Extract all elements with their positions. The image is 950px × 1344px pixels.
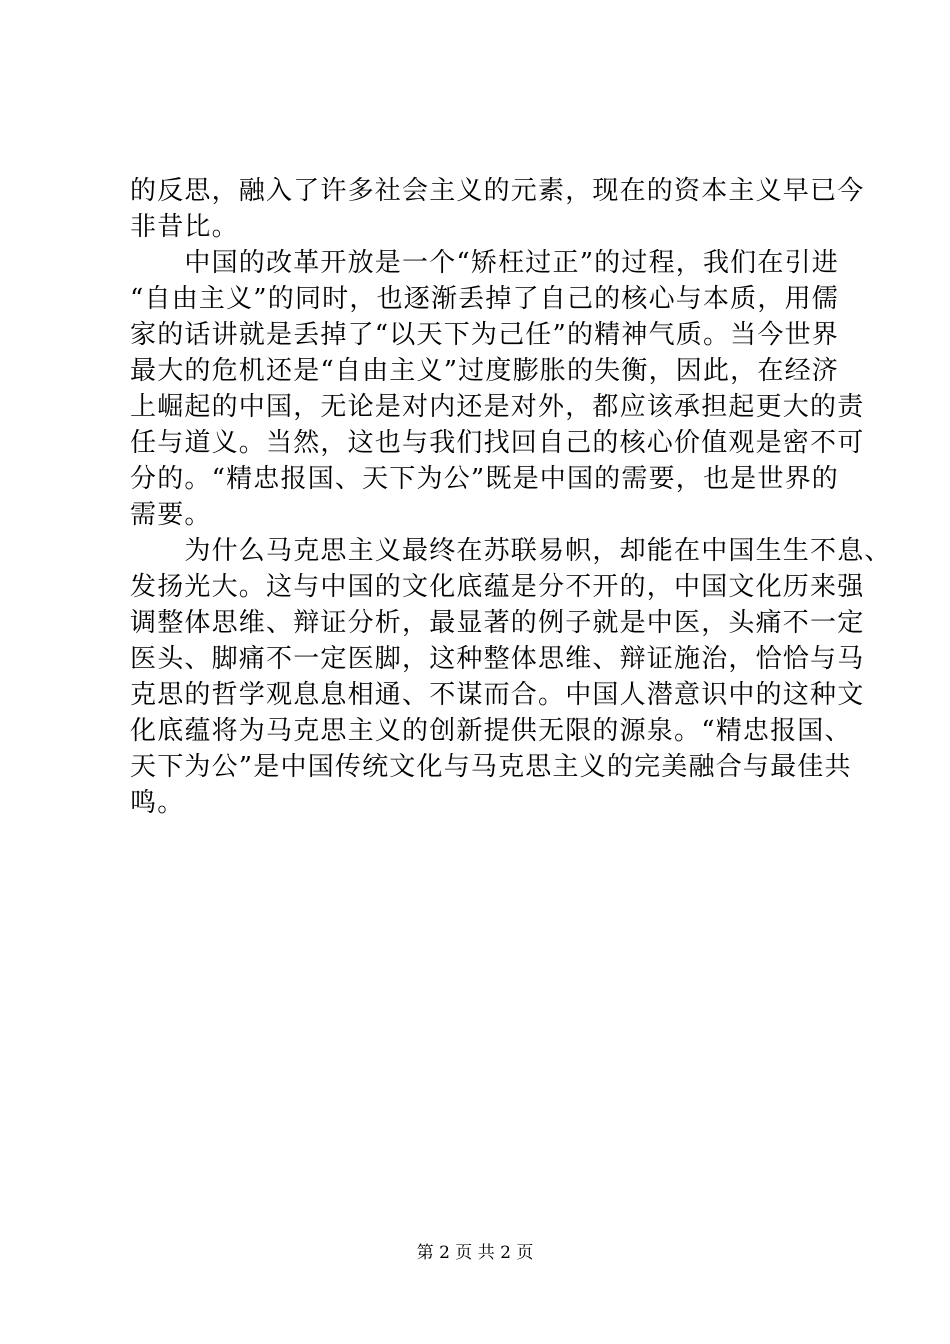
text-line: 分的。“精忠报国、天下为公”既是中国的需要，也是世界的 <box>130 464 839 494</box>
document-body <box>130 173 892 821</box>
text-line: 家的话讲就是丢掉了“以天下为己任”的精神气质。当今世界 <box>130 320 839 350</box>
text-line: 需要。 <box>130 500 212 530</box>
text-line: 医头、脚痛不一定医脚，这种整体思维、辩证施治，恰恰与马 <box>130 644 865 674</box>
text-line: “自由主义”的同时，也逐渐丢掉了自己的核心与本质，用儒 <box>130 284 839 314</box>
text-line: 上崛起的中国，无论是对内还是对外，都应该承担起更大的责 <box>130 392 865 422</box>
text-line: 为什么马克思主义最终在苏联易帜，却能在中国生生不息、 <box>130 536 892 566</box>
text-line: 最大的危机还是“自由主义”过度膨胀的失衡，因此，在经济 <box>130 356 839 386</box>
text-line: 化底蕴将为马克思主义的创新提供无限的源泉。“精忠报国、 <box>130 716 852 746</box>
text-line: 任与道义。当然，这也与我们找回自己的核心价值观是密不可 <box>130 428 865 458</box>
text-line: 鸣。 <box>130 788 185 818</box>
text-line: 中国的改革开放是一个“矫枉过正”的过程，我们在引进 <box>130 248 839 278</box>
text-line: 非昔比。 <box>130 212 239 242</box>
text-line: 克思的哲学观息息相通、不谋而合。中国人潜意识中的这种文 <box>130 680 865 710</box>
text-line: 天下为公”是中国传统文化与马克思主义的完美融合与最佳共 <box>130 752 852 782</box>
page-number-footer: 第 2 页 共 2 页 <box>416 1243 534 1263</box>
text-line: 调整体思维、辩证分析，最显著的例子就是中医，头痛不一定 <box>130 608 865 638</box>
text-line: 发扬光大。这与中国的文化底蕴是分不开的，中国文化历来强 <box>130 572 865 602</box>
text-line: 的反思，融入了许多社会主义的元素，现在的资本主义早已今 <box>130 176 865 206</box>
